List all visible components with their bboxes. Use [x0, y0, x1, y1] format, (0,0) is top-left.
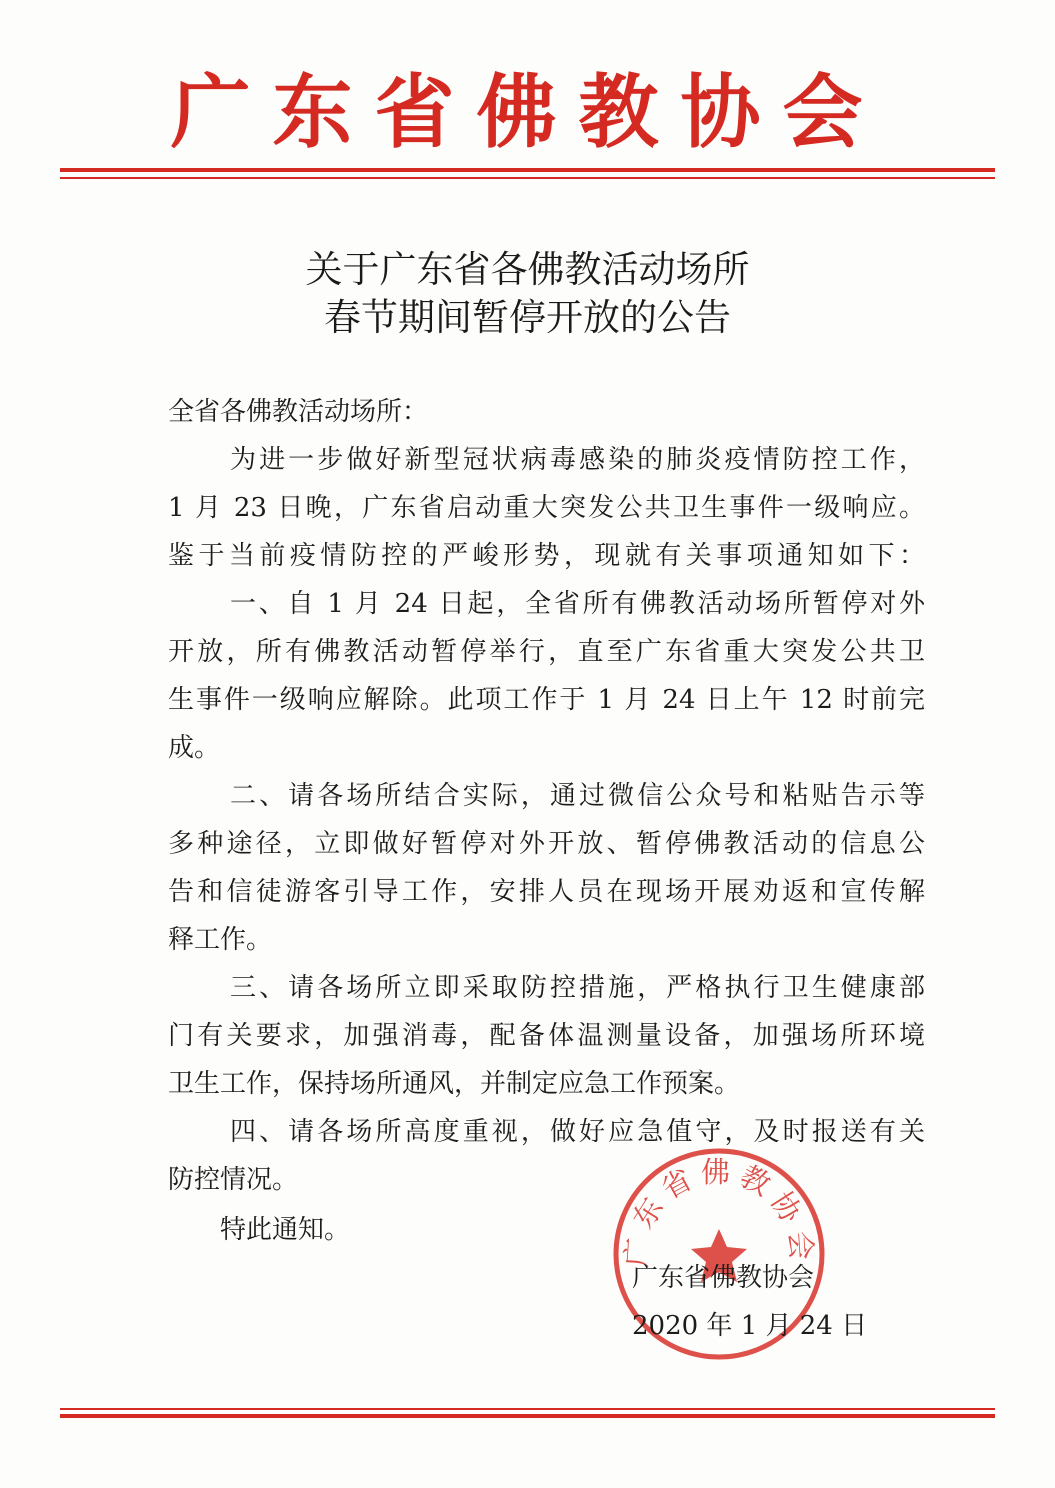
body-line: 三、请各场所立即采取防控措施，严格执行卫生健康部 [230, 973, 925, 1003]
body-line: 多种途径，立即做好暂停对外开放、暂停佛教活动的信息公 [168, 829, 925, 859]
footer-rule-thick [60, 1414, 995, 1418]
body-line: 鉴于当前疫情防控的严峻形势，现就有关事项通知如下： [168, 541, 925, 571]
seal-text: 广东省佛教协会 [619, 1155, 819, 1268]
body-line: 成。 [168, 733, 221, 763]
body-line: 一、自 1 月 24 日起，全省所有佛教活动场所暂停对外 [230, 589, 925, 619]
notice-title-line-1: 关于广东省各佛教活动场所 [305, 248, 750, 291]
notice-title-line-2: 春节期间暂停开放的公告 [324, 296, 731, 339]
body-line: 告和信徒游客引导工作，安排人员在现场开展劝返和宣传解 [168, 877, 925, 907]
body-line: 生事件一级响应解除。此项工作于 1 月 24 日上午 12 时前完 [168, 685, 925, 715]
body-line: 门有关要求，加强消毒，配备体温测量设备，加强场所环境 [168, 1021, 925, 1051]
body-line: 二、请各场所结合实际，通过微信公众号和粘贴告示等 [230, 781, 925, 811]
body-line: 防控情况。 [168, 1165, 299, 1195]
body-line: 释工作。 [168, 925, 273, 955]
closing-line: 特此通知。 [220, 1215, 351, 1245]
footer-rule-thin [60, 1408, 995, 1410]
body-line: 开放，所有佛教活动暂停举行，直至广东省重大突发公共卫 [168, 637, 925, 667]
body-line: 为进一步做好新型冠状病毒感染的肺炎疫情防控工作， [230, 445, 925, 475]
letterhead-org-name: 广东省佛教协会 [170, 65, 885, 159]
body-line: 1 月 23 日晚，广东省启动重大突发公共卫生事件一级响应。 [168, 493, 925, 523]
signature-date: 2020 年 1 月 24 日 [632, 1311, 868, 1341]
signature-org: 广东省佛教协会 [632, 1263, 815, 1293]
body-line: 四、请各场所高度重视，做好应急值守，及时报送有关 [230, 1117, 925, 1147]
letterhead-rule-thick [60, 168, 995, 172]
body-line: 卫生工作，保持场所通风，并制定应急工作预案。 [168, 1069, 741, 1099]
letterhead-rule-thin [60, 177, 995, 179]
salutation: 全省各佛教活动场所： [168, 397, 429, 427]
